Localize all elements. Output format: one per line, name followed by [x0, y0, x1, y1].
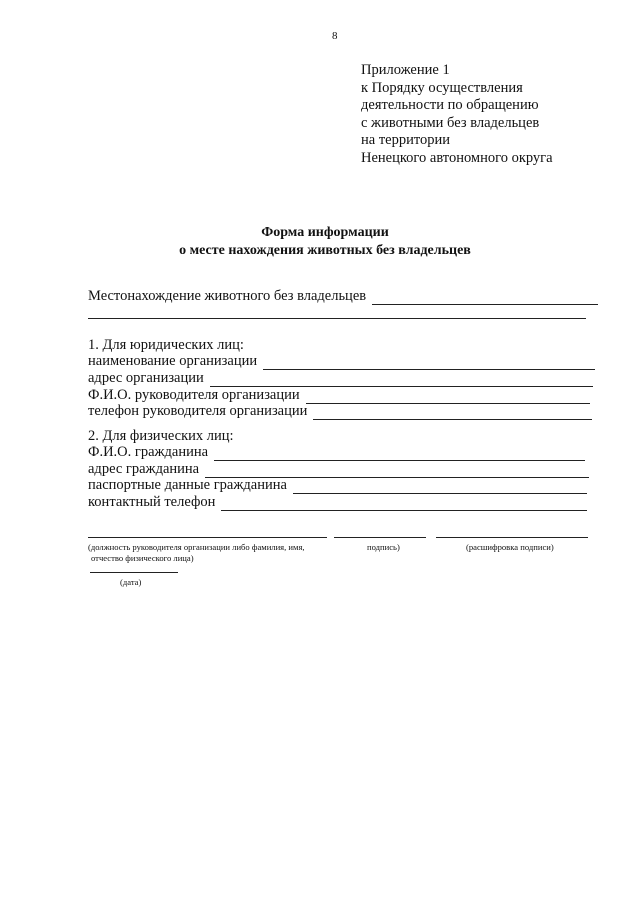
appendix-block — [361, 62, 553, 168]
individual-field-row — [88, 493, 587, 511]
date-line[interactable] — [90, 572, 178, 573]
individual-field-label: адрес гражданина — [88, 461, 200, 477]
individual-field-label: Ф.И.О. гражданина — [88, 444, 209, 460]
date-caption: (дата) — [120, 577, 142, 587]
legal-field-label: Ф.И.О. руководителя организации — [88, 387, 300, 403]
individual-field-row — [88, 476, 587, 494]
appendix-line: на территории — [361, 132, 451, 149]
appendix-line: Приложение 1 — [361, 62, 450, 78]
signature-line[interactable] — [334, 537, 426, 538]
signature-decoding-line[interactable] — [436, 537, 588, 538]
form-title — [0, 224, 640, 260]
individual-field-label: паспортные данные гражданина — [88, 477, 287, 493]
appendix-line: к Порядку осуществления — [361, 79, 523, 96]
form-title-line1: Форма информации — [261, 225, 389, 240]
legal-field-row — [88, 352, 595, 370]
form-title-line2: о месте нахождения животных без владельцев — [179, 243, 471, 258]
page-number: 8 — [332, 30, 338, 42]
individual-field-label: контактный телефон — [88, 494, 216, 510]
legal-field-label: телефон руководителя организации — [88, 403, 308, 419]
passport-data-input-line[interactable] — [293, 479, 587, 494]
position-signature-line[interactable] — [88, 537, 327, 538]
signature-caption: подпись) — [367, 542, 400, 552]
appendix-line: деятельности по обращению — [361, 97, 539, 114]
individual-heading: 2. Для физических лиц: — [88, 428, 234, 444]
legal-field-row — [88, 402, 592, 420]
individual-field-row — [88, 443, 585, 461]
citizen-name-input-line[interactable] — [214, 446, 585, 461]
position-caption-line2: отчество физического лица) — [91, 553, 194, 563]
legal-heading: 1. Для юридических лиц: — [88, 337, 244, 353]
org-name-input-line[interactable] — [263, 355, 595, 370]
org-address-input-line[interactable] — [210, 372, 593, 387]
location-continuation-line[interactable] — [88, 318, 586, 319]
appendix-line: Ненецкого автономного округа — [361, 149, 553, 166]
legal-field-row — [88, 369, 593, 387]
decoding-caption: (расшифровка подписи) — [466, 542, 554, 552]
director-phone-input-line[interactable] — [313, 405, 592, 420]
contact-phone-input-line[interactable] — [221, 496, 587, 511]
location-label: Местонахождение животного без владельцев — [88, 288, 367, 304]
legal-field-label: наименование организации — [88, 353, 258, 369]
legal-field-label: адрес организации — [88, 370, 204, 386]
location-input-line[interactable] — [372, 290, 598, 305]
appendix-line: с животными без владельцев — [361, 114, 540, 131]
position-caption-line1: (должность руководителя организации либо фамилия, имя, — [88, 542, 305, 552]
location-row — [88, 287, 598, 305]
